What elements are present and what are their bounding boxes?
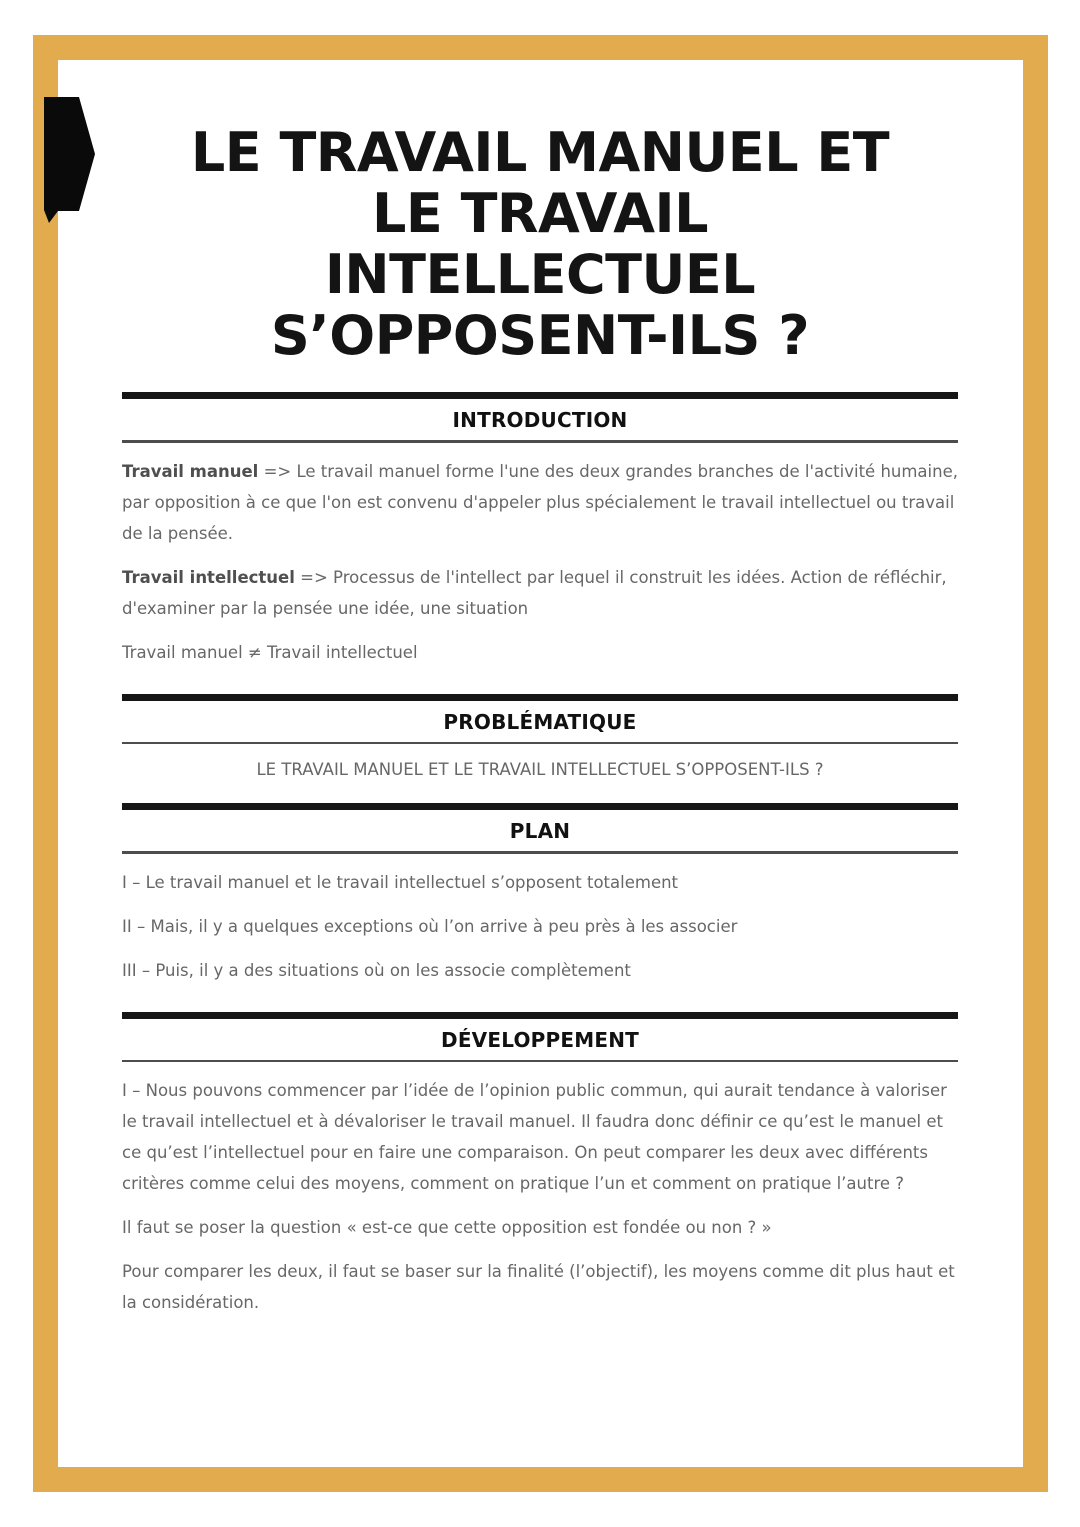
- section-introduction: [122, 392, 958, 668]
- title-line: S’OPPOSENT-ILS ?: [270, 304, 810, 367]
- section-rule-top: [122, 803, 958, 810]
- title-line: INTELLECTUEL: [324, 243, 756, 306]
- problematique-question: LE TRAVAIL MANUEL ET LE TRAVAIL INTELLECTUEL S’OPPOSENT-ILS ?: [256, 760, 824, 779]
- development-paragraph: Pour comparer les deux, il faut se baser sur la finalité (l’objectif), les moyens comme dit plus haut et la considération.: [122, 1262, 955, 1312]
- inequality-note: Travail manuel ≠ Travail intellectuel: [122, 642, 418, 662]
- section-rule-under-heading: [122, 742, 958, 745]
- section-developpement: [122, 1012, 958, 1319]
- section-rule-top: [122, 392, 958, 399]
- development-paragraph: Il faut se poser la question « est-ce que cette opposition est fondée ou non ? »: [122, 1218, 772, 1237]
- definition-paragraph: [122, 456, 958, 549]
- bookmark-ribbon-icon: [44, 97, 99, 227]
- page-title: [122, 122, 958, 366]
- document-page: [122, 60, 958, 1318]
- section-heading-problematique: PROBLÉMATIQUE: [443, 709, 637, 734]
- definition-term: Travail manuel: [122, 461, 259, 481]
- section-rule-top: [122, 1012, 958, 1019]
- development-paragraph: I – Nous pouvons commencer par l’idée de l’opinion public commun, qui aurait tendance à valoriser le travail intellectuel et à dévaloriser le travail manuel. Il faudra donc définir ce qu’est le manuel et ce qu’est l’intellectuel pour en faire une comparaison. On peut comparer les deux avec différents critères comme celui des moyens, comment on pratique l’un et comment on pratique l’autre ?: [122, 1081, 947, 1193]
- section-heading-developpement: DÉVELOPPEMENT: [441, 1027, 639, 1052]
- section-rule-under-heading: [122, 440, 958, 443]
- definition-text: => Processus de l'intellect par lequel il construit les idées. Action de réfléchir, d'examiner par la pensée une idée, une situation: [122, 567, 947, 618]
- plan-item: III – Puis, il y a des situations où on les associe complètement: [122, 960, 631, 980]
- plan-item: II – Mais, il y a quelques exceptions où l’on arrive à peu près à les associer: [122, 916, 738, 936]
- plan-item: I – Le travail manuel et le travail intellectuel s’opposent totalement: [122, 872, 679, 892]
- section-rule-under-heading: [122, 1060, 958, 1063]
- section-rule-under-heading: [122, 851, 958, 854]
- definition-term: Travail intellectuel: [122, 567, 295, 587]
- definition-text: => Le travail manuel forme l'une des deux grandes branches de l'activité humaine, par opposition à ce que l'on est convenu d'appeler plus spécialement le travail intellectuel ou travail de la pensée.: [122, 461, 958, 543]
- section-rule-top: [122, 694, 958, 701]
- title-line: LE TRAVAIL: [371, 182, 709, 245]
- section-heading-plan: PLAN: [509, 819, 571, 843]
- definition-paragraph: [122, 562, 958, 624]
- section-plan: [122, 803, 958, 986]
- title-line: LE TRAVAIL MANUEL ET: [190, 121, 890, 184]
- plan-list: [122, 868, 958, 986]
- section-problematique: [122, 694, 958, 786]
- section-heading-introduction: INTRODUCTION: [452, 408, 628, 432]
